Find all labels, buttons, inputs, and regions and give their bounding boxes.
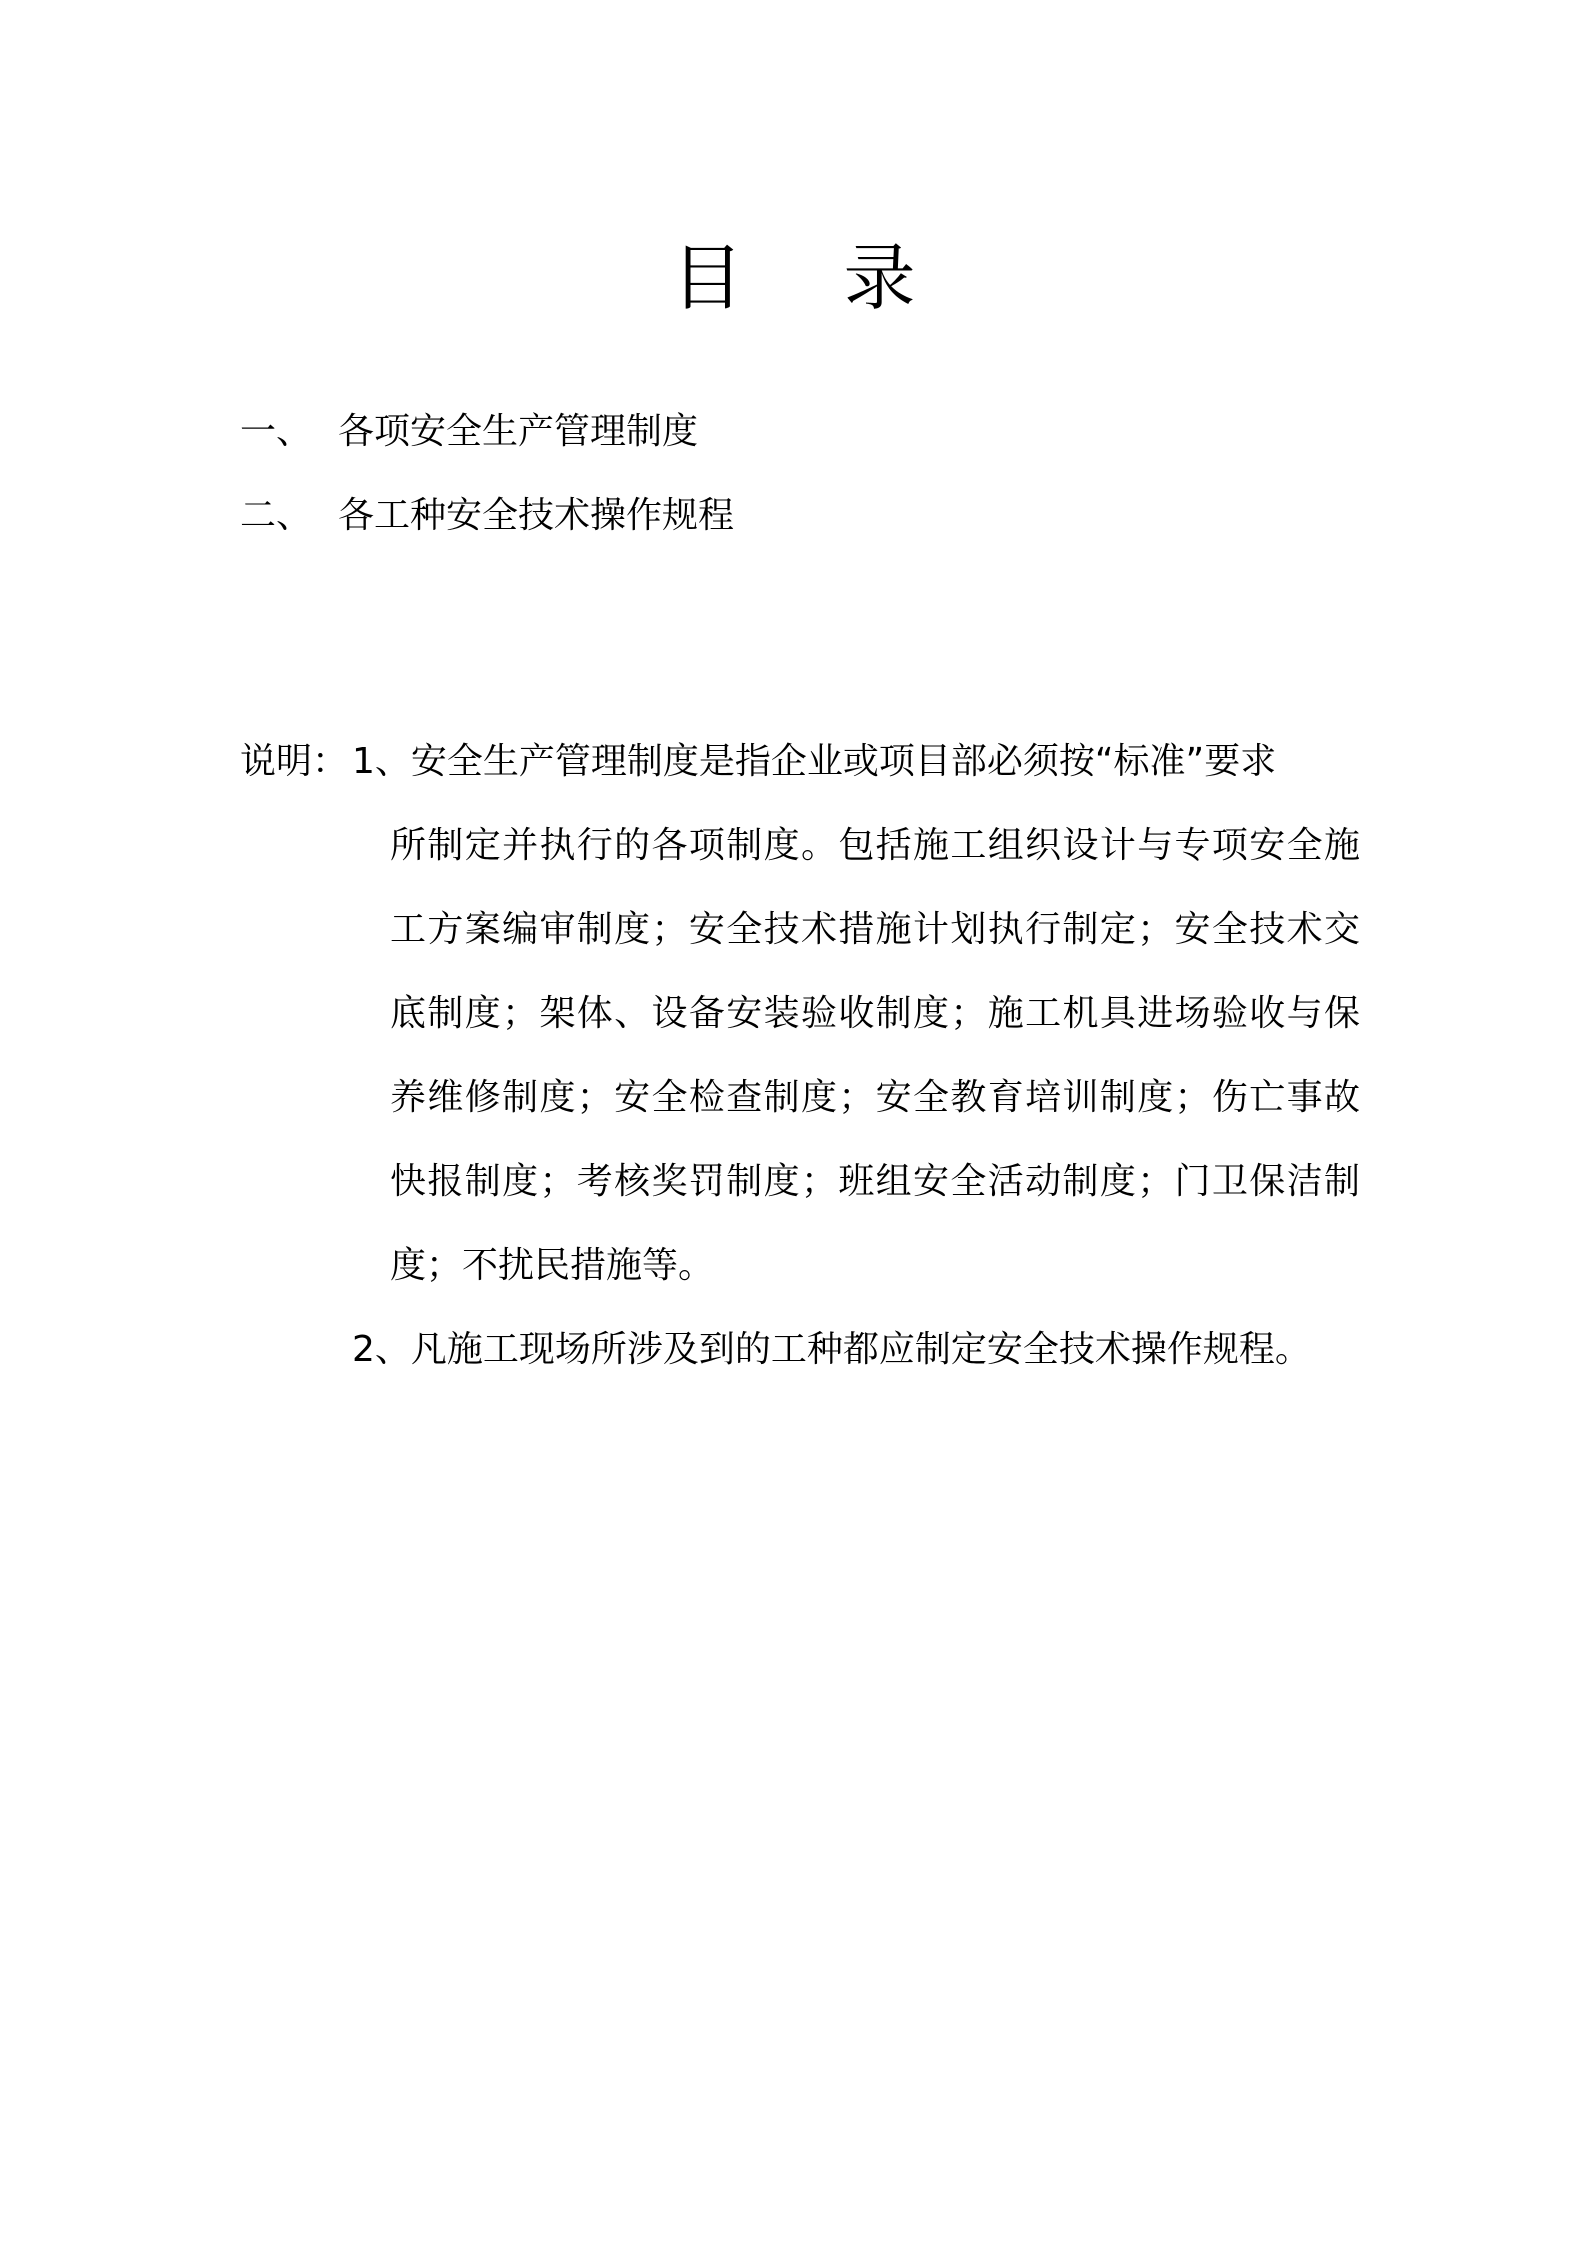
note-item-1-line: 度；不扰民措施等。	[390, 1245, 715, 1286]
note-item-1-line: 养维修制度；安全检查制度；安全教育培训制度；伤亡事故	[390, 1077, 1360, 1118]
table-of-contents	[240, 390, 734, 558]
note-item-1-line: 快报制度；考核奖罚制度；班组安全活动制度；门卫保洁制	[390, 1161, 1360, 1202]
note-item-1-line: 底制度；架体、设备安装验收制度；施工机具进场验收与保	[390, 993, 1360, 1034]
title-char-2: 录	[843, 236, 916, 321]
page-title	[0, 228, 1587, 328]
explanation-note	[240, 720, 1360, 1392]
note-item-2: 2、凡施工现场所涉及到的工种都应制定安全技术操作规程。	[352, 1329, 1311, 1370]
note-item-1-line: 工方案编审制度；安全技术措施计划执行制定；安全技术交	[390, 909, 1360, 950]
title-char-1: 目	[671, 236, 744, 321]
toc-item	[240, 474, 734, 558]
note-first-line	[240, 720, 1360, 804]
toc-item-text: 各项安全生产管理制度	[338, 411, 699, 452]
note-item-1-first-line: 1、安全生产管理制度是指企业或项目部必须按“标准”要求	[352, 741, 1277, 782]
toc-item	[240, 390, 734, 474]
toc-item-number: 二、	[240, 495, 313, 536]
toc-item-number: 一、	[240, 411, 313, 452]
toc-item-text: 各工种安全技术操作规程	[338, 495, 735, 536]
note-label: 说明：	[240, 741, 349, 782]
note-item-1-line: 所制定并执行的各项制度。包括施工组织设计与专项安全施	[390, 825, 1360, 866]
